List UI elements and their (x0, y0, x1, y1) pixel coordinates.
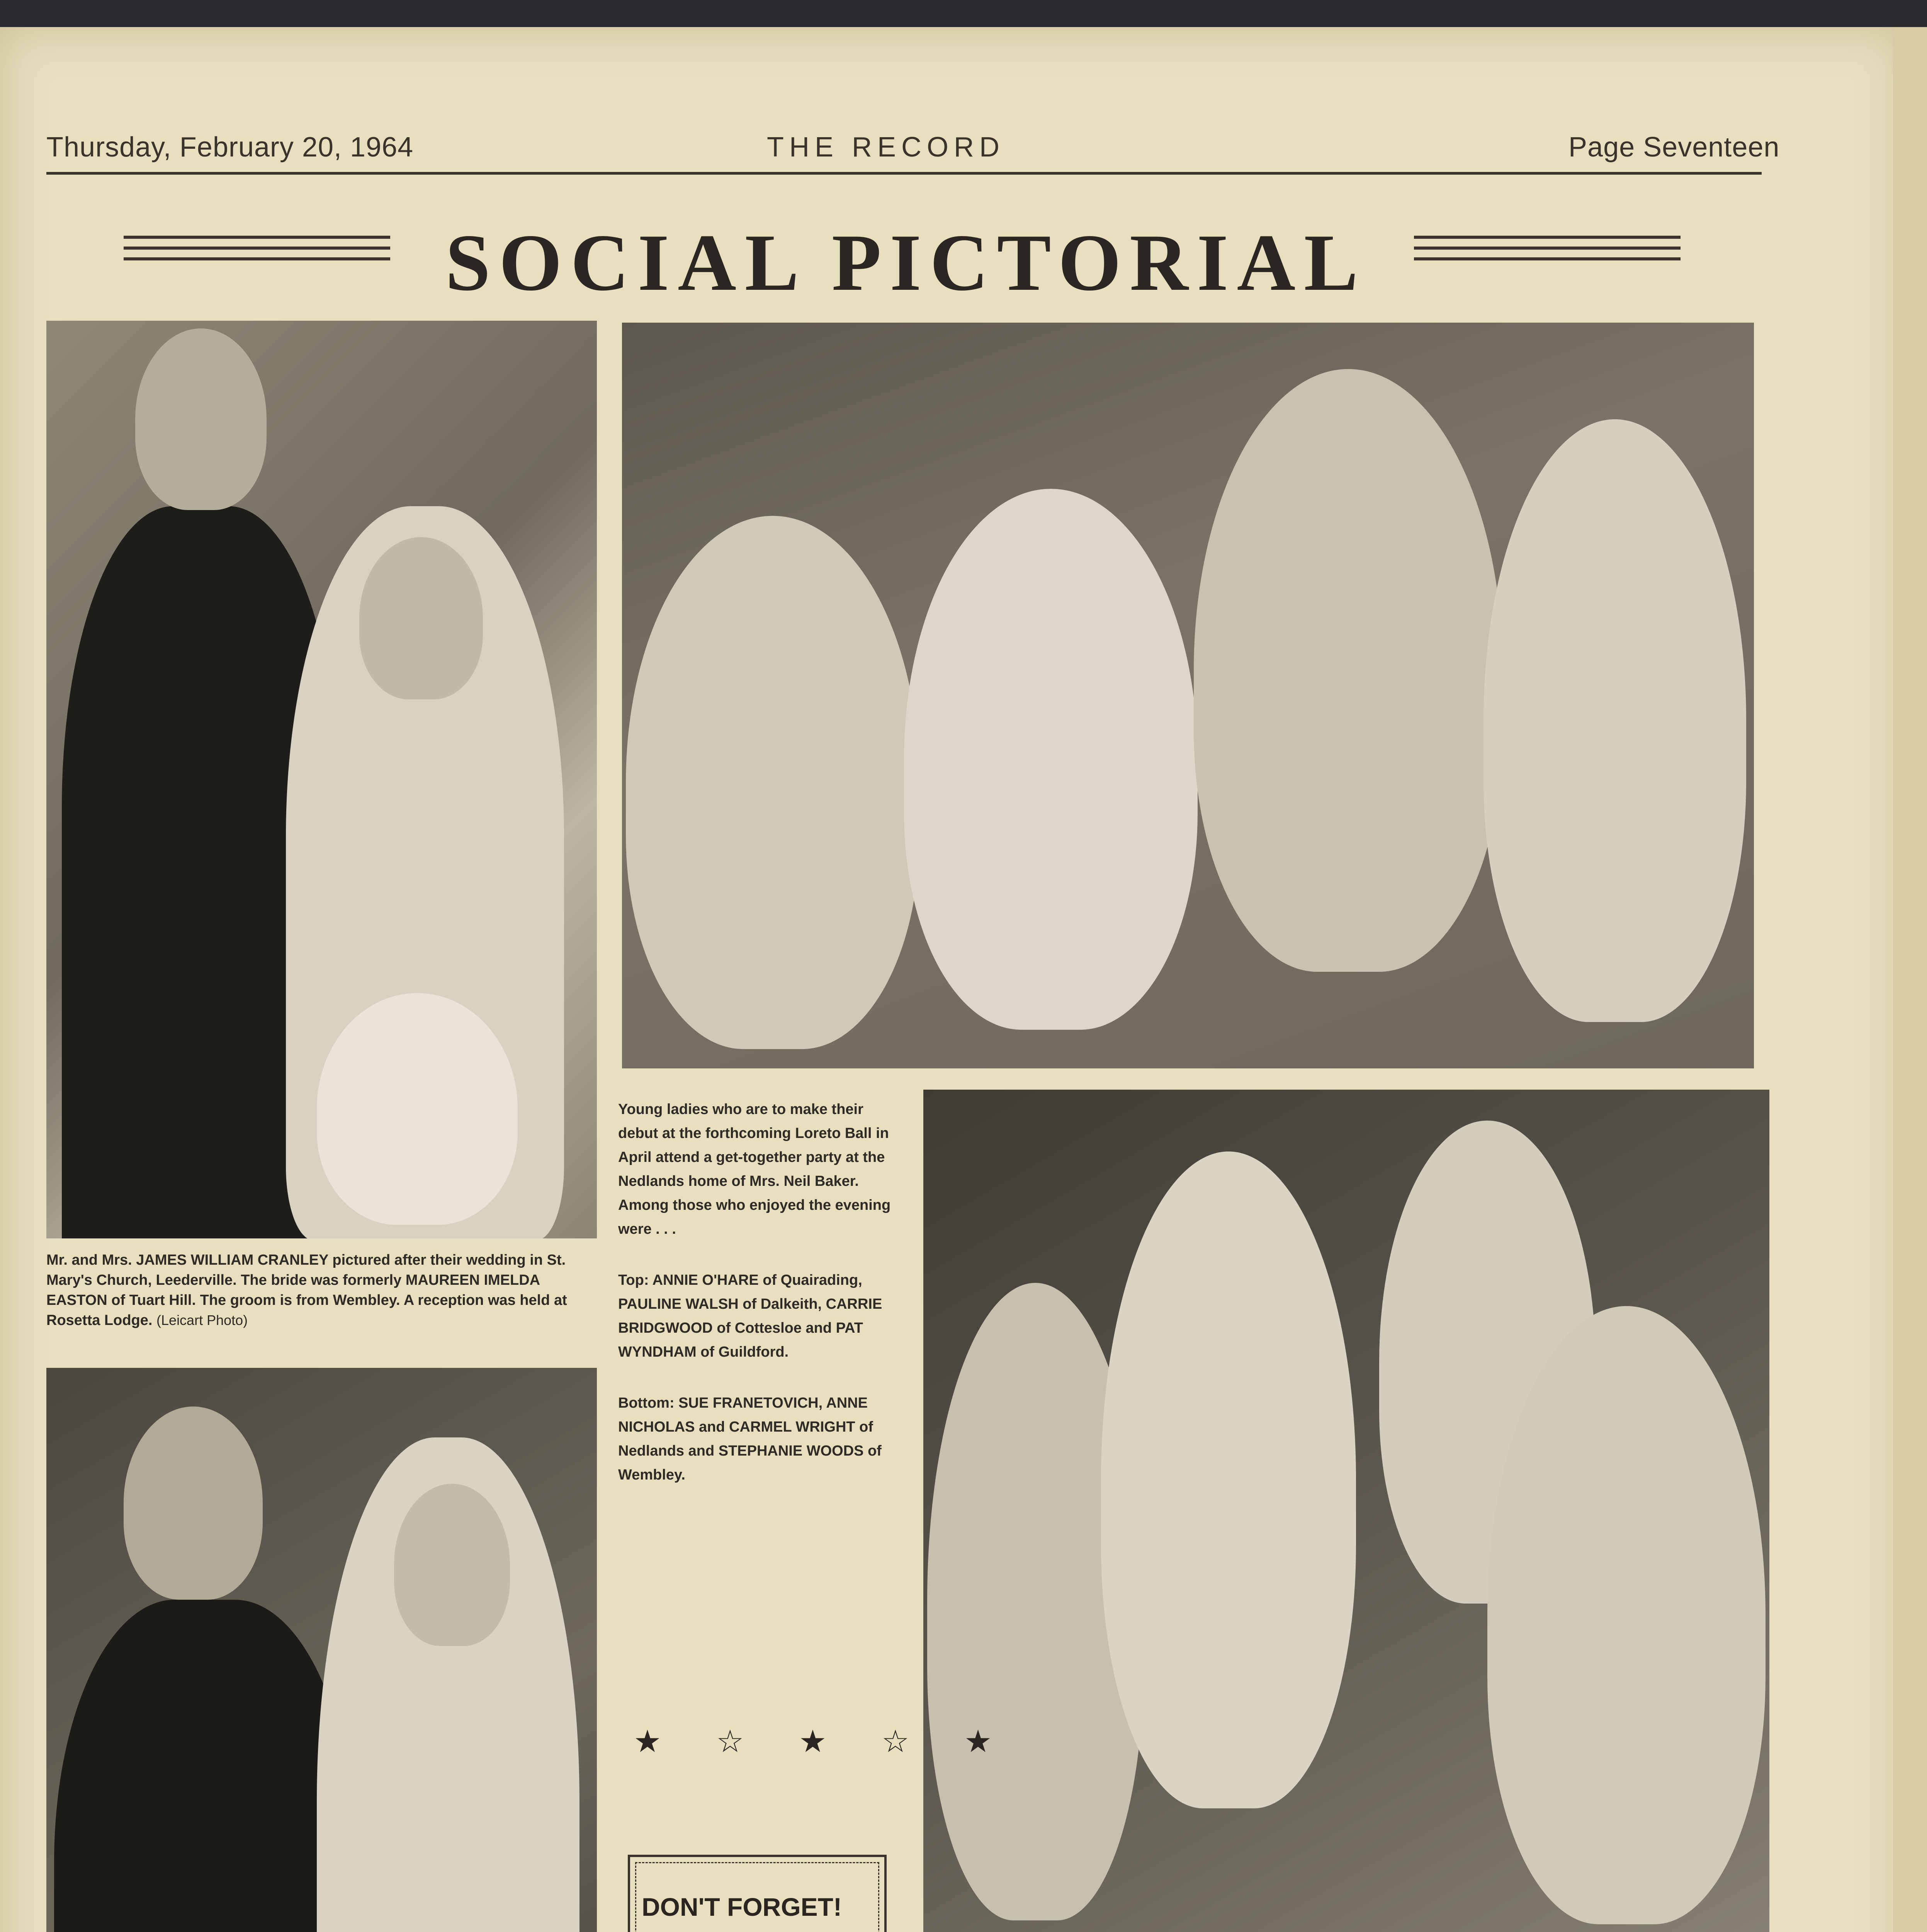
girl-1 (626, 516, 919, 1049)
page-number: Page Seventeen (1568, 132, 1780, 163)
caption-cranley (46, 1250, 601, 1330)
bouquet (317, 993, 518, 1225)
page-title: SOCIAL PICTORIAL (445, 218, 1367, 308)
loreto-intro: Young ladies who are to make their debut at the forthcoming Loreto Ball in April attend a get-together party at the Nedlands home of Mrs. Neil Baker. Among those who enjoyed the evening were . . . (618, 1101, 891, 1237)
header-rule (46, 172, 1762, 175)
caption-cranley-credit: (Leicart Photo) (156, 1312, 248, 1328)
girl-8 (1487, 1306, 1766, 1924)
groom-head (135, 328, 267, 510)
glossy-prints-notice (628, 1855, 887, 1932)
photo-loreto-bottom (923, 1090, 1769, 1932)
notice-line-1: DON'T FORGET! (642, 1893, 842, 1921)
loreto-bottom: Bottom: SUE FRANETOVICH, ANNE NICHOLAS and CARMEL WRIGHT of Nedlands and STEPHANIE WOODS of Wembley. (618, 1395, 882, 1483)
loreto-caption (618, 1097, 896, 1514)
page-edge (1893, 27, 1927, 1932)
publication-name: THE RECORD (767, 132, 1005, 163)
bride-head (359, 537, 483, 699)
girl-2 (904, 489, 1198, 1030)
loreto-top: Top: ANNIE O'HARE of Quairading, PAULINE WALSH of Dalkeith, CARRIE BRIDGWOOD of Cottesloe and PAT WYNDHAM of Guildford. (618, 1272, 882, 1360)
bride-head (394, 1484, 510, 1646)
photo-cranley-wedding (46, 321, 597, 1238)
groom-figure (54, 1600, 355, 1932)
girl-4 (1483, 419, 1746, 1022)
girl-6 (1101, 1151, 1356, 1808)
issue-date: Thursday, February 20, 1964 (46, 132, 414, 163)
star-divider-1: ★ ☆ ★ ☆ ★ (634, 1724, 1015, 1759)
photo-steve-cowain-wedding (46, 1368, 597, 1932)
groom-head (124, 1406, 263, 1600)
caption-cranley-text: Mr. and Mrs. JAMES WILLIAM CRANLEY pictured after their wedding in St. Mary's Church, Leederville. The bride was formerly MAUREEN IMELDA EASTON of Tuart Hill. The groom is from Wembley. A reception was held at Rosetta Lodge. (46, 1252, 567, 1328)
title-rule-left (124, 236, 390, 278)
photo-loreto-top (622, 323, 1754, 1068)
girl-3 (1194, 369, 1503, 972)
title-rule-right (1414, 236, 1681, 278)
